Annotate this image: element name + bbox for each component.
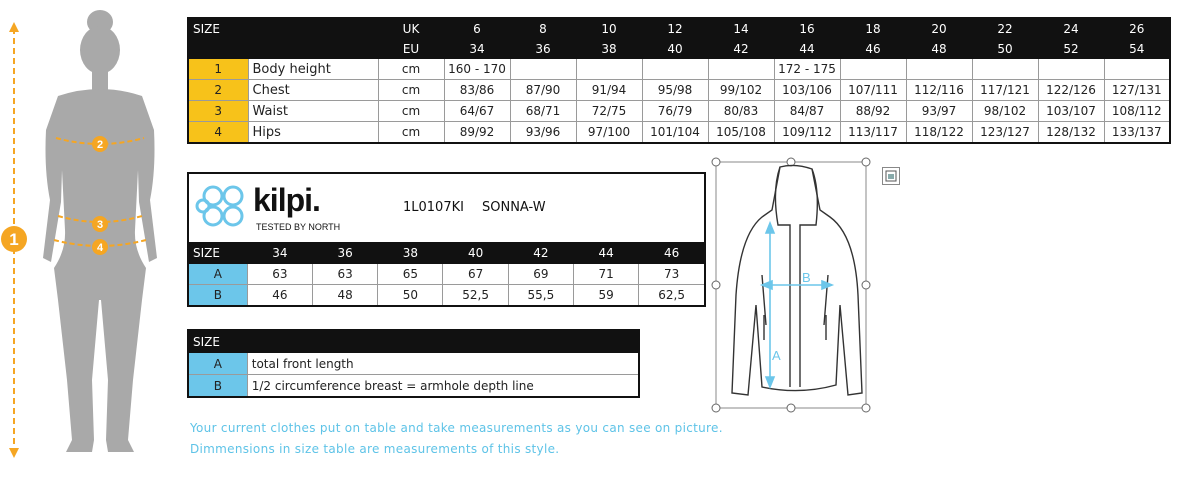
table-cell: 113/117 [840, 122, 906, 144]
table-cell: 98/102 [972, 101, 1038, 122]
table-cell: 87/90 [510, 80, 576, 101]
row-unit: cm [378, 122, 444, 144]
uk-size: 12 [642, 18, 708, 39]
table-cell: 64/67 [444, 101, 510, 122]
table-cell: 80/83 [708, 101, 774, 122]
table-row [188, 122, 1170, 144]
eu-size: 42 [708, 39, 774, 59]
eu-size: 50 [972, 39, 1038, 59]
uk-size: 18 [840, 18, 906, 39]
note-line-2: Dimmensions in size table are measurements of this style. [190, 442, 560, 456]
brand-tagline: TESTED BY NORTH [256, 222, 341, 232]
measure-key: A [188, 264, 247, 285]
body-figure [0, 0, 185, 477]
table-cell: 105/108 [708, 122, 774, 144]
row-label: Hips [248, 122, 378, 144]
table-cell: 84/87 [774, 101, 840, 122]
table-cell: 118/122 [906, 122, 972, 144]
table-cell: 103/107 [1038, 101, 1104, 122]
uk-size: 10 [576, 18, 642, 39]
legend-text-a: total front length [247, 353, 639, 375]
row-number: 1 [188, 59, 248, 80]
table-cell: 67 [443, 264, 508, 285]
table-row [188, 285, 705, 307]
table-cell [840, 59, 906, 80]
eu-size: 54 [1104, 39, 1170, 59]
product-size: 36 [312, 243, 377, 264]
eu-size: 34 [444, 39, 510, 59]
kilpi-logo-icon [193, 178, 255, 238]
table-cell: 127/131 [1104, 80, 1170, 101]
table-cell: 68/71 [510, 101, 576, 122]
table-cell: 76/79 [642, 101, 708, 122]
table-cell: 89/92 [444, 122, 510, 144]
product-size: 34 [247, 243, 312, 264]
table-cell: 46 [247, 285, 312, 307]
table-cell [708, 59, 774, 80]
table-cell: 112/116 [906, 80, 972, 101]
table-cell [906, 59, 972, 80]
table-cell: 63 [312, 264, 377, 285]
jacket-marker-b: B [802, 270, 811, 285]
jacket-drawing[interactable] [700, 155, 880, 415]
product-size-header: SIZE [188, 243, 247, 264]
product-size-table [187, 172, 706, 307]
table-cell: 172 - 175 [774, 59, 840, 80]
table-cell [642, 59, 708, 80]
eu-size: 36 [510, 39, 576, 59]
product-size: 38 [378, 243, 443, 264]
uk-size: 22 [972, 18, 1038, 39]
table-cell: 123/127 [972, 122, 1038, 144]
measurement-legend-table [187, 329, 640, 398]
row-unit: cm [378, 80, 444, 101]
table-row [188, 80, 1170, 101]
table-cell: 69 [508, 264, 573, 285]
legend-text-b: 1/2 circumference breast = armhole depth line [247, 375, 639, 398]
svg-text:1: 1 [9, 230, 19, 249]
size-chart-table [187, 17, 1171, 144]
size-header: SIZE [188, 18, 378, 39]
table-cell: 73 [639, 264, 705, 285]
product-code: 1L0107KI [403, 200, 464, 215]
table-row [188, 264, 705, 285]
svg-text:3: 3 [96, 219, 104, 231]
measure-key: B [188, 285, 247, 307]
table-cell: 83/86 [444, 80, 510, 101]
product-size: 42 [508, 243, 573, 264]
logo-row [188, 173, 705, 243]
note-line-1: Your current clothes put on table and take measurements as you can see on picture. [190, 421, 723, 435]
table-cell: 95/98 [642, 80, 708, 101]
row-number: 2 [188, 80, 248, 101]
uk-size: 14 [708, 18, 774, 39]
table-cell [1038, 59, 1104, 80]
table-cell: 91/94 [576, 80, 642, 101]
table-cell: 109/112 [774, 122, 840, 144]
table-cell: 101/104 [642, 122, 708, 144]
table-cell: 48 [312, 285, 377, 307]
uk-size: 26 [1104, 18, 1170, 39]
eu-size: 40 [642, 39, 708, 59]
row-unit: cm [378, 59, 444, 80]
table-cell: 122/126 [1038, 80, 1104, 101]
table-cell [576, 59, 642, 80]
uk-label: UK [378, 18, 444, 39]
row-label: Waist [248, 101, 378, 122]
table-cell: 71 [573, 264, 638, 285]
row-number: 4 [188, 122, 248, 144]
table-cell [510, 59, 576, 80]
eu-size: 52 [1038, 39, 1104, 59]
table-cell: 63 [247, 264, 312, 285]
table-cell: 108/112 [1104, 101, 1170, 122]
table-cell: 160 - 170 [444, 59, 510, 80]
legend-key-a: A [188, 353, 247, 375]
eu-size: 38 [576, 39, 642, 59]
eu-size: 46 [840, 39, 906, 59]
table-cell: 107/111 [840, 80, 906, 101]
row-unit: cm [378, 101, 444, 122]
table-cell: 62,5 [639, 285, 705, 307]
table-cell: 117/121 [972, 80, 1038, 101]
table-cell: 88/92 [840, 101, 906, 122]
table-cell: 128/132 [1038, 122, 1104, 144]
table-cell: 50 [378, 285, 443, 307]
table-cell: 93/96 [510, 122, 576, 144]
table-cell: 65 [378, 264, 443, 285]
table-cell: 59 [573, 285, 638, 307]
product-size: 44 [573, 243, 638, 264]
uk-size: 24 [1038, 18, 1104, 39]
table-cell: 72/75 [576, 101, 642, 122]
product-size: 46 [639, 243, 705, 264]
eu-size: 44 [774, 39, 840, 59]
table-cell [1104, 59, 1170, 80]
product-name: SONNA-W [482, 200, 546, 215]
svg-text:2: 2 [96, 139, 104, 151]
row-label: Chest [248, 80, 378, 101]
table-cell: 103/106 [774, 80, 840, 101]
layout-options-icon[interactable] [882, 167, 900, 185]
svg-text:4: 4 [96, 242, 104, 254]
table-cell: 133/137 [1104, 122, 1170, 144]
row-label: Body height [248, 59, 378, 80]
table-cell: 99/102 [708, 80, 774, 101]
table-cell: 52,5 [443, 285, 508, 307]
product-size: 40 [443, 243, 508, 264]
jacket-marker-a: A [772, 348, 781, 363]
table-cell [972, 59, 1038, 80]
uk-size: 6 [444, 18, 510, 39]
legend-key-b: B [188, 375, 247, 398]
table-cell: 97/100 [576, 122, 642, 144]
table-cell: 55,5 [508, 285, 573, 307]
table-row [188, 59, 1170, 80]
legend-size-header: SIZE [188, 330, 247, 353]
row-number: 3 [188, 101, 248, 122]
eu-size: 48 [906, 39, 972, 59]
uk-size: 8 [510, 18, 576, 39]
table-cell: 93/97 [906, 101, 972, 122]
uk-size: 20 [906, 18, 972, 39]
uk-size: 16 [774, 18, 840, 39]
brand-name: kilpi. [253, 182, 320, 218]
eu-label: EU [378, 39, 444, 59]
table-row [188, 101, 1170, 122]
